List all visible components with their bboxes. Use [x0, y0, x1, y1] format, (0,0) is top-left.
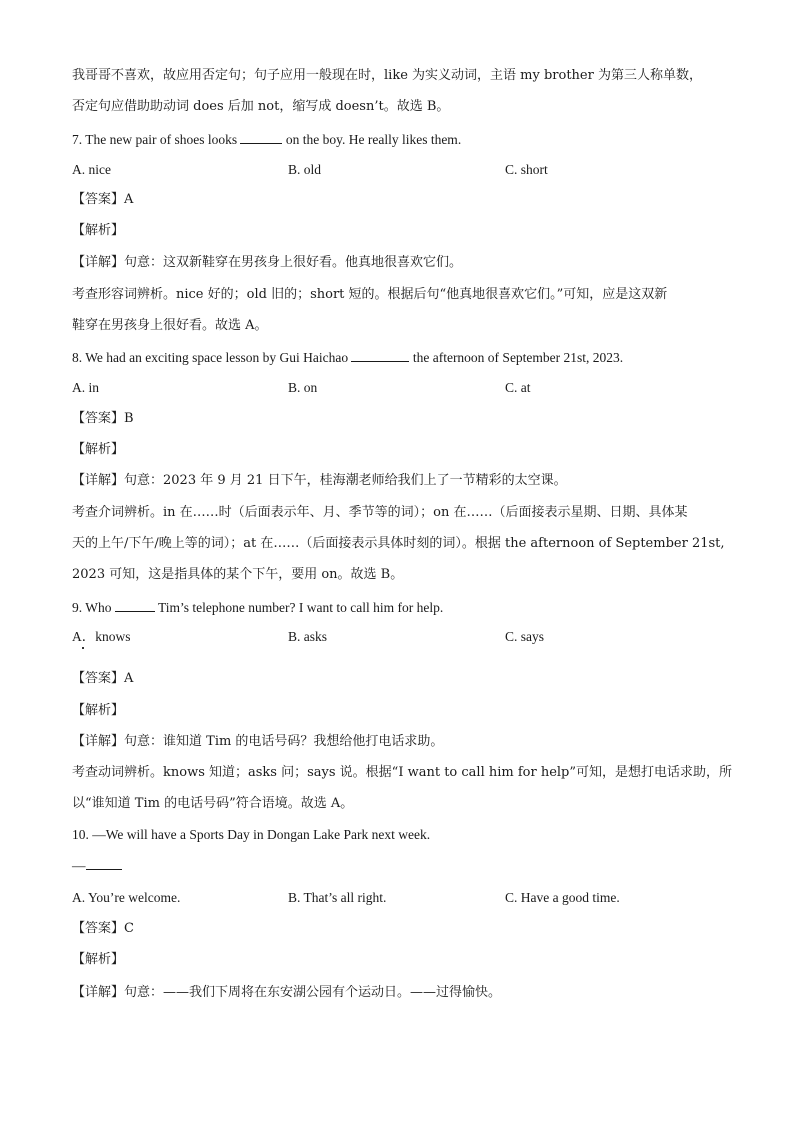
answer-value: C [124, 921, 134, 936]
explanation-line: 天的上午/下午/晚上等的词）；at 在……（后面接表示具体时刻的词）。根据 the afternoon of September 21st, [72, 536, 725, 551]
answer-blank [86, 857, 122, 870]
explanation-line: 鞋穿在男孩身上很好看。故选 A。 [72, 318, 268, 333]
explanation-line: 考查动词辨析。knows 知道；asks 问；says 说。根据“I want to call him for help”可知，是想打电话求助，所 [72, 765, 733, 780]
detail-text: 句意：2023 年 9 月 21 日下午，桂海潮老师给我们上了一节精彩的太空课。 [124, 473, 567, 488]
option-b: B. asks [288, 629, 328, 644]
explanation-line: 考查形容词辨析。nice 好的；old 旧的；short 短的。根据后句“他真地很喜欢它们。”可知，应是这双新 [72, 287, 668, 302]
analysis-label: 【解析】 [72, 703, 125, 718]
detail-text: 句意：——我们下周将在东安湖公园有个运动日。——过得愉快。 [124, 985, 502, 1000]
detail-row [72, 983, 501, 1003]
reply-dash: — [72, 858, 86, 873]
detail-label: 【详解】 [72, 734, 125, 749]
detail-row [72, 253, 462, 273]
answer-blank [115, 597, 155, 612]
question-7-stem-before: 7. The new pair of shoes looks [72, 132, 238, 147]
option-b: B. old [288, 162, 322, 177]
answer-label: 【答案】 [72, 411, 125, 426]
answer-label: 【答案】 [72, 671, 125, 686]
answer-blank [240, 129, 282, 144]
question-7-stem [72, 129, 461, 150]
option-c: C. short [505, 162, 548, 177]
detail-label: 【详解】 [72, 473, 125, 488]
option-c: C. at [505, 380, 531, 395]
answer-row [72, 409, 134, 429]
answer-row [72, 919, 134, 939]
explanation-line: 考查介词辨析。in 在……时（后面表示年、月、季节等的词）；on 在……（后面接表示星期、日期、具体某 [72, 505, 688, 520]
answer-value: A [124, 192, 134, 207]
intro-line-2: 否定句应借助助动词 does 后加 not，缩写成 doesn’t。故选 B。 [72, 99, 450, 114]
detail-row [72, 732, 443, 752]
answer-value: A [124, 671, 134, 686]
answer-label: 【答案】 [72, 192, 125, 207]
question-8-stem-before: 8. We had an exciting space lesson by Gui Haichao [72, 350, 349, 365]
detail-text: 句意：这双新鞋穿在男孩身上很好看。他真地很喜欢它们。 [124, 255, 463, 270]
detail-text: 句意：谁知道 Tim 的电话号码？我想给他打电话求助。 [124, 734, 444, 749]
option-a: A. You’re welcome. [72, 890, 181, 905]
question-10-stem: 10. —We will have a Sports Day in Dongan Lake Park next week. [72, 827, 431, 842]
answer-label: 【答案】 [72, 921, 125, 936]
intro-line-1: 我哥哥不喜欢，故应用否定句；句子应用一般现在时，like 为实义动词，主语 my brother 为第三人称单数， [72, 68, 702, 83]
analysis-label: 【解析】 [72, 223, 125, 238]
question-8-stem [72, 347, 623, 368]
answer-row [72, 190, 133, 210]
question-8-stem-after: the afternoon of September 21st, 2023. [412, 350, 624, 365]
option-b: B. That’s all right. [288, 890, 387, 905]
detail-row [72, 471, 567, 491]
stray-dot [82, 647, 84, 649]
analysis-label: 【解析】 [72, 442, 125, 457]
analysis-label: 【解析】 [72, 952, 125, 967]
question-7-stem-after: on the boy. He really likes them. [285, 132, 462, 147]
option-c: C. Have a good time. [505, 890, 620, 905]
answer-value: B [124, 411, 134, 426]
question-9-stem-before: 9. Who [72, 600, 112, 615]
explanation-line: 以“谁知道 Tim 的电话号码”符合语境。故选 A。 [72, 796, 354, 811]
option-a: A．knows [72, 629, 131, 644]
option-a: A. nice [72, 162, 111, 177]
detail-label: 【详解】 [72, 255, 125, 270]
answer-row [72, 669, 133, 689]
answer-blank [351, 347, 409, 362]
option-b: B. on [288, 380, 318, 395]
option-c: C. says [505, 629, 545, 644]
option-a: A. in [72, 380, 99, 395]
question-9-stem [72, 597, 443, 618]
explanation-line: 2023 可知，这是指具体的某个下午，要用 on。故选 B。 [72, 567, 404, 582]
detail-label: 【详解】 [72, 985, 125, 1000]
question-9-stem-after: Tim’s telephone number? I want to call him for help. [158, 600, 444, 615]
reply-line [72, 856, 122, 876]
